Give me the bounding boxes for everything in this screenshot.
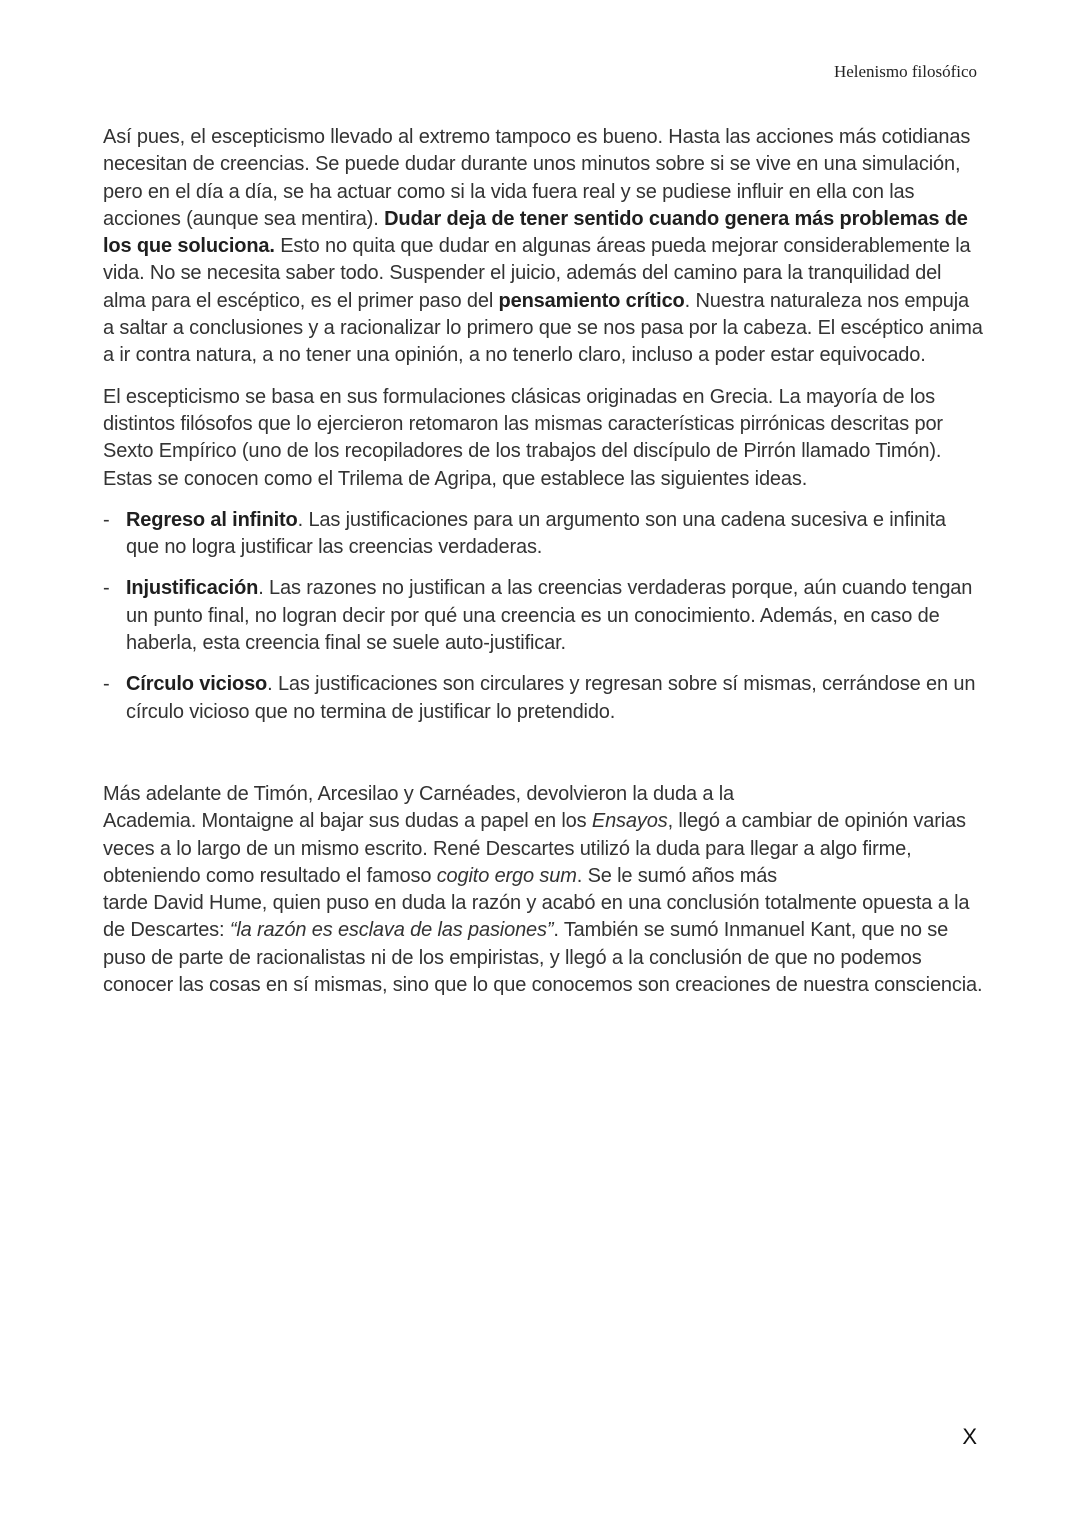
bold-phrase: Dudar deja de tener sentido cuando genera más problemas de los que soluciona. [103, 207, 968, 258]
list-item-regreso [103, 507, 983, 562]
paragraph-text: Academia. Montaigne al bajar sus dudas a papel en los [103, 810, 592, 833]
running-header: Helenismo filosófico [833, 62, 977, 81]
bold-phrase: pensamiento crítico [498, 289, 685, 312]
bullet-dash: - [103, 508, 110, 531]
list-item-text: . Las justificaciones son circulares y regresan sobre sí mismas, cerrándose en un círculo vicioso que no termina de justificar lo pretendido. [126, 673, 976, 723]
trilemma-list [103, 507, 983, 726]
paragraph-text: . También se sumó Inmanuel Kant, que no se puso de parte de racionalistas ni de los empiristas, y llegó a la conclusión de que no podemos conocer las cosas en sí mismas, sino que lo que conocemos son creaciones de nuestra consciencia. [103, 919, 983, 997]
paragraph-line: Más adelante de Timón, Arcesilao y Carnéades, devolvieron la duda a la [103, 782, 734, 805]
italic-quote: “la razón es esclava de las pasiones” [229, 919, 554, 942]
italic-title: Ensayos [591, 810, 668, 833]
list-item-term: Injustificación [126, 577, 259, 600]
list-item-text: . Las razones no justifican a las creencias verdaderas porque, aún cuando tengan un punto final, no logran decir por qué una creencia es un conocimiento. Además, en caso de haberla, esta creencia final se suele auto-justificar. [126, 577, 973, 655]
bullet-dash: - [103, 577, 110, 600]
paragraph-text: tarde David Hume, quien puso en duda la razón y acabó en una conclusión totalmente opuesta a la de Descartes: [103, 892, 970, 942]
page-number: X [962, 1424, 977, 1449]
list-item-circulo [103, 671, 983, 726]
paragraph-text: . Se le sumó años más [576, 864, 778, 887]
paragraph-text: . Nuestra naturaleza nos empuja a saltar a conclusiones y a racionalizar lo primero que se nos pasa por la cabeza. El escéptico anima a ir contra natura, a no tener una opinión, a no tenerlo claro, incluso a poder estar equivocado. [103, 289, 983, 367]
paragraph-text: Esto no quita que dudar en algunas áreas pueda mejorar considerablemente la vida. No se necesita saber todo. Suspender el juicio, además del camino para la tranquilidad del alma para el escéptico, es el primer paso del [103, 235, 971, 312]
spacer [103, 740, 983, 781]
bullet-dash: - [103, 673, 110, 696]
paragraph-text: Así pues, el escepticismo llevado al extremo tampoco es bueno. Hasta las acciones más cotidianas necesitan de creencias. Se puede dudar durante unos minutos sobre si se vive en una simulación, pero en el día a día, se ha actuar como si la vida fuera real y se pudiese influir en ella con las acciones (aunque sea mentira). [103, 126, 971, 230]
paragraph-skepticism-extreme [103, 124, 983, 370]
list-item-term: Regreso al infinito [126, 508, 298, 531]
paragraph-trilemma-intro: El escepticismo se basa en sus formulaciones clásicas originadas en Grecia. La mayoría de los distintos filósofos que lo ejercieron retomaron las mismas características pirrónicas descritas por Sexto Empírico (uno de los recopiladores de los trabajos del discípulo de Pirrón llamado Timón). Estas se conocen como el Trilema de Agripa, que establece las siguientes ideas. [103, 385, 943, 490]
paragraph-text: , llegó a cambiar de opinión varias veces a lo largo de un mismo escrito. René Descartes utilizó la duda para llegar a algo firme, obteniendo como resultado el famoso [103, 810, 966, 887]
italic-phrase: cogito ergo sum [436, 864, 577, 887]
paragraph-later-skeptics [103, 781, 983, 999]
list-item-term: Círculo vicioso [126, 673, 268, 696]
list-item-injustificacion [103, 575, 983, 657]
document-body [103, 124, 983, 1013]
list-item-text: . Las justificaciones para un argumento son una cadena sucesiva e infinita que no logra justificar las creencias verdaderas. [126, 508, 946, 559]
